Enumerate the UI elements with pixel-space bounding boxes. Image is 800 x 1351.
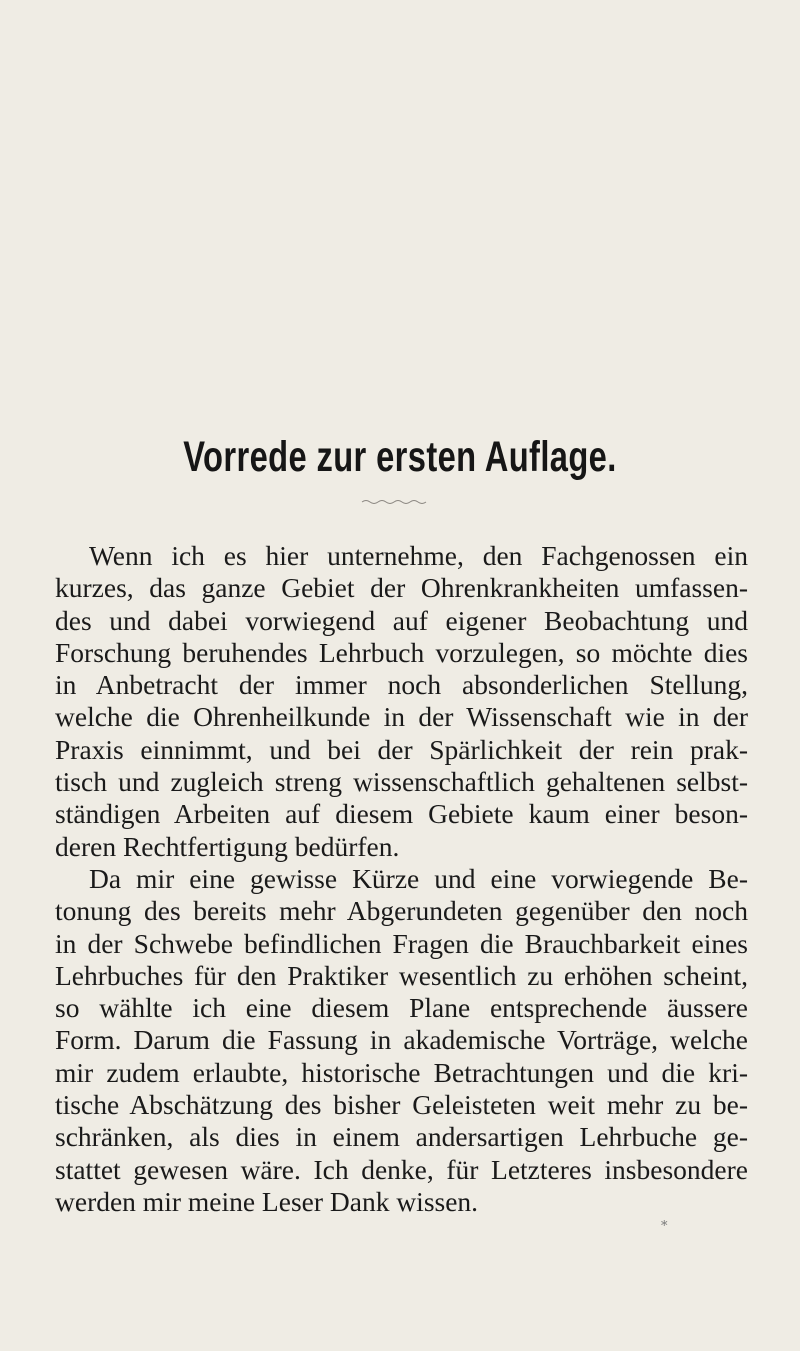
text-line: Wenn ich es hier unternehme, den Fachgenossen ein: [89, 540, 748, 571]
text-line: mir zudem erlaubte, historische Betrachtungen und die kri-: [55, 1056, 748, 1088]
text-line: schränken, als dies in einem andersartigen Lehrbuche ge-: [55, 1121, 748, 1153]
text-line: deren Rechtfertigung bedürfen.: [55, 830, 400, 862]
text-line: tische Abschätzung des bisher Geleisteten weit mehr zu be-: [55, 1089, 748, 1121]
text-line: tisch und zugleich streng wissenschaftlich gehaltenen selbst-: [55, 766, 748, 798]
text-line: in Anbetracht der immer noch absonderlichen Stellung,: [55, 669, 748, 701]
text-line: ständigen Arbeiten auf diesem Gebiete kaum einer beson-: [55, 798, 748, 830]
text-line: kurzes, das ganze Gebiet der Ohrenkrankheiten umfassen-: [55, 572, 748, 604]
text-line: Lehrbuches für den Praktiker wesentlich zu erhöhen scheint,: [55, 959, 748, 991]
text-line: Praxis einnimmt, und bei der Spärlichkeit der rein prak-: [55, 733, 748, 765]
text-line: in der Schwebe befindlichen Fragen die Brauchbarkeit eines: [55, 927, 748, 959]
text-line: Da mir eine gewisse Kürze und eine vorwiegende Be-: [89, 862, 748, 894]
text-line: tonung des bereits mehr Abgerundeten gegenüber den noch: [55, 895, 748, 927]
text-line: des und dabei vorwiegend auf eigener Beobachtung und: [55, 604, 748, 636]
text-line: stattet gewesen wäre. Ich denke, für Letzteres insbesondere: [55, 1153, 748, 1185]
ornament-divider: [360, 497, 430, 507]
text-line: Forschung beruhendes Lehrbuch vorzulegen, so möchte dies: [55, 636, 748, 668]
text-line: so wählte ich eine diesem Plane entsprechende äussere: [55, 992, 748, 1024]
page-mark: *: [661, 1219, 668, 1234]
chapter-heading: Vorrede zur ersten Auflage.: [183, 433, 617, 481]
preface-text: [55, 540, 748, 1218]
text-line: werden mir meine Leser Dank wissen.: [55, 1185, 479, 1217]
text-line: Form. Darum die Fassung in akademische Vorträge, welche: [55, 1024, 748, 1056]
text-line: welche die Ohrenheilkunde in der Wissenschaft wie in der: [55, 701, 748, 733]
